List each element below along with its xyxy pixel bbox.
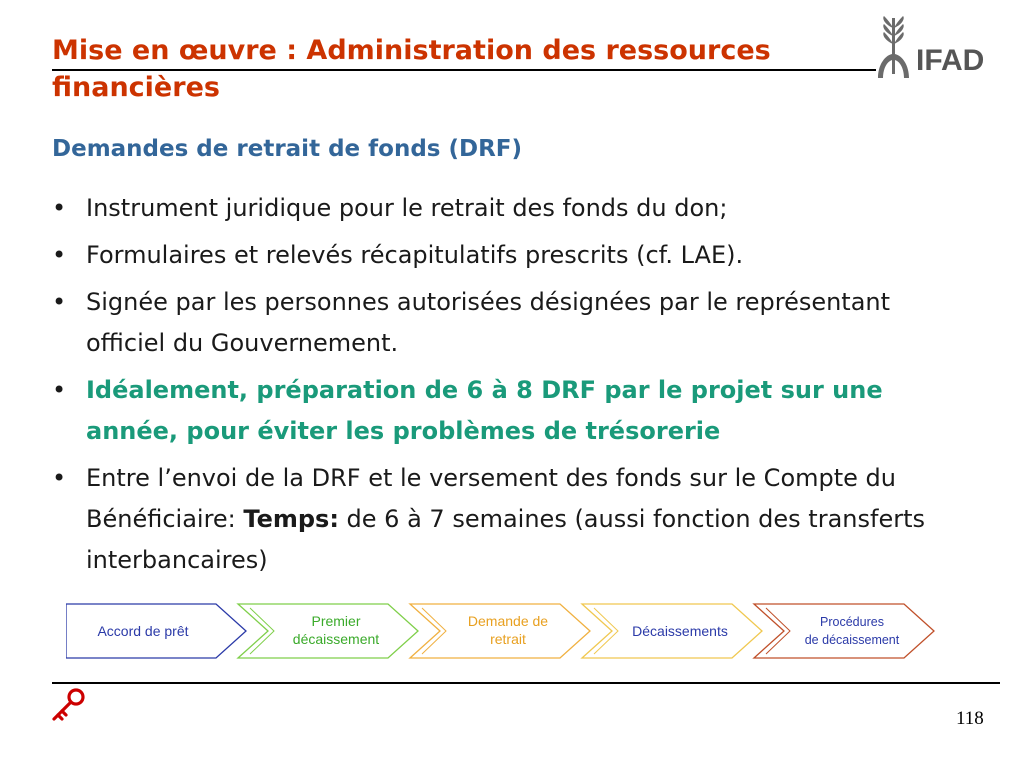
bullet-dot: • bbox=[52, 376, 67, 404]
bullet-dot: • bbox=[52, 464, 67, 492]
bullet-text: Signée par les personnes autorisées désignées par le représentant officiel du Gouvernement. bbox=[86, 288, 891, 357]
bullet-text: Instrument juridique pour le retrait des fonds du don; bbox=[86, 194, 728, 222]
bullet-item bbox=[52, 458, 972, 581]
process-step-label-line1: Premier bbox=[311, 613, 361, 629]
bullet-item bbox=[52, 282, 972, 364]
process-step-label-line2: retrait bbox=[490, 631, 526, 647]
process-step-label-line1: Procédures bbox=[820, 615, 884, 629]
bullet-list bbox=[52, 188, 972, 587]
page-number: 118 bbox=[956, 708, 984, 729]
bullet-item-highlight bbox=[52, 370, 972, 452]
title-line-1: Mise en œuvre : Administration des ressources bbox=[52, 35, 771, 66]
title-line-2: financières bbox=[52, 72, 220, 103]
bullet-text: Idéalement, préparation de 6 à 8 DRF par le projet sur une année, pour éviter les problèmes de trésorerie bbox=[86, 376, 883, 445]
bottom-rule bbox=[52, 682, 1000, 684]
bullet-dot: • bbox=[52, 288, 67, 316]
bullet-item bbox=[52, 188, 972, 229]
process-step-label: Accord de prêt bbox=[97, 623, 189, 639]
process-step-label: Décaissements bbox=[632, 623, 728, 639]
bullet-text-after: de 6 à 7 semaines (aussi fonction des transferts interbancaires) bbox=[86, 505, 925, 574]
process-step-label-line2: de décaissement bbox=[804, 633, 900, 647]
bullet-text-bold: Temps: bbox=[243, 505, 339, 533]
bullet-text: Formulaires et relevés récapitulatifs prescrits (cf. LAE). bbox=[86, 241, 744, 269]
bullet-dot: • bbox=[52, 241, 67, 269]
bullet-dot: • bbox=[52, 194, 67, 222]
key-icon[interactable] bbox=[50, 686, 88, 722]
bullet-text-before: Entre l’envoi de la DRF et le versement des fonds sur le Compte du Bénéficiaire: bbox=[86, 464, 896, 533]
process-step-shape bbox=[754, 604, 934, 658]
bullet-item bbox=[52, 235, 972, 276]
slide-subtitle: Demandes de retrait de fonds (DRF) bbox=[52, 136, 523, 162]
process-flow bbox=[66, 602, 1002, 660]
logo-text: IFAD bbox=[916, 44, 985, 77]
process-step-label-line1: Demande de bbox=[467, 613, 549, 629]
ifad-logo bbox=[876, 16, 1004, 86]
title-underline bbox=[52, 69, 876, 71]
process-step-label-line2: décaissement bbox=[292, 631, 380, 647]
